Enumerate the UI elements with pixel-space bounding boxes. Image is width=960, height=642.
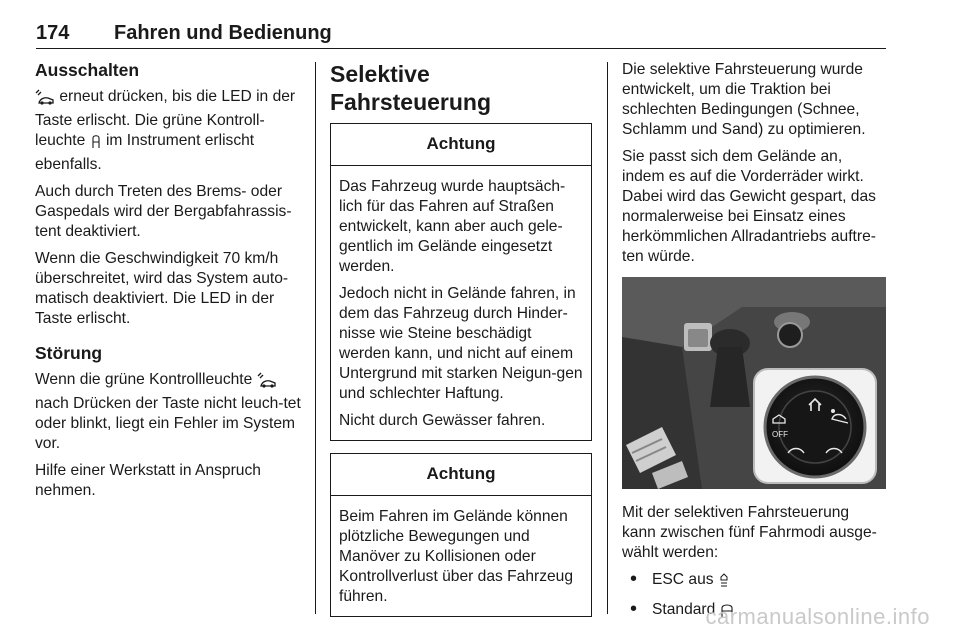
paragraph-fault-end: nach Drücken der Taste nicht leuch-tet oder blinkt, liegt ein Fehler im System vor. bbox=[35, 395, 301, 452]
paragraph-workshop: Hilfe einer Werkstatt in Anspruch nehmen. bbox=[35, 462, 261, 499]
column-divider-1 bbox=[315, 62, 316, 614]
warning-text: Beim Fahren im Gelände können plötzliche Bewegungen und Manöver zu Kollisionen oder Kontrollverlust über das Fahrzeug führen. bbox=[339, 508, 574, 605]
grip-control-photo bbox=[622, 277, 886, 489]
list-item bbox=[628, 570, 886, 594]
column-2 bbox=[330, 60, 592, 629]
heading-stoerung: Störung bbox=[35, 343, 103, 363]
paragraph-off bbox=[35, 87, 303, 175]
car-outline-icon bbox=[90, 133, 102, 155]
paragraph-fault bbox=[35, 370, 303, 454]
header-rule bbox=[36, 48, 886, 49]
column-divider-2 bbox=[607, 62, 608, 614]
warning-text: Jedoch nicht in Gelände fahren, in dem das Fahrzeug durch Hinder-nisse wie Steine beschädigt werden kann, und nicht auf einem Untergrund mit starken Neigun-gen und schlechter Haftung. bbox=[339, 285, 583, 402]
warning-title: Achtung bbox=[331, 124, 591, 166]
paragraph-off-text: erneut drücken, bis die LED in der Taste erlischt. Die grüne Kontroll-leuchte bbox=[35, 88, 296, 149]
paragraph-pedal: Auch durch Treten des Brems- oder Gaspedals wird der Bergabfahrassis-tent deaktiviert. bbox=[35, 183, 292, 240]
warning-box-2 bbox=[330, 453, 592, 617]
mode-standard-label: Standard bbox=[652, 601, 716, 618]
hill-descent-icon bbox=[35, 89, 55, 111]
knob-off-label: OFF bbox=[772, 430, 788, 439]
paragraph-terrain: Sie passt sich dem Gelände an, indem es auf die Vorderräder wirkt. Dabei wird das Gewicht gespart, das normalerweise bei Einsatz eines herkömmlichen Allradantriebs auftre-ten würde. bbox=[622, 148, 876, 265]
warning-text: Das Fahrzeug wurde hauptsäch-lich für das Fahren auf Straßen entwickelt, kann aber auch gele-gentlich im Gelände eingesetzt werden. bbox=[339, 178, 566, 275]
page-number: 174 bbox=[36, 22, 70, 44]
warning-title: Achtung bbox=[331, 454, 591, 496]
paragraph-speed: Wenn die Geschwindigkeit 70 km/h überschreitet, wird das System auto-matisch deaktiviert. Die LED in der Taste erlischt. bbox=[35, 250, 289, 327]
column-1 bbox=[35, 60, 303, 508]
mode-esc-off-label: ESC aus bbox=[652, 571, 714, 588]
heading-selektive-fahrsteuerung: Selektive Fahrsteuerung bbox=[330, 61, 492, 115]
esc-off-icon bbox=[718, 572, 730, 594]
paragraph-off-end: im Instrument erlischt ebenfalls. bbox=[35, 132, 255, 173]
warning-text: Nicht durch Gewässer fahren. bbox=[339, 412, 546, 429]
paragraph-fault-start: Wenn die grüne Kontrollleuchte bbox=[35, 371, 257, 388]
hill-descent-icon bbox=[257, 372, 277, 394]
page-title: Fahren und Bedienung bbox=[114, 22, 332, 44]
heading-ausschalten: Ausschalten bbox=[35, 60, 140, 80]
warning-box-1 bbox=[330, 123, 592, 441]
page-header bbox=[36, 14, 886, 48]
column-3 bbox=[622, 60, 886, 630]
paragraph-intro: Die selektive Fahrsteuerung wurde entwickelt, um die Traktion bei schlechten Bedingungen (Schnee, Schlamm und Sand) zu optimieren. bbox=[622, 61, 866, 138]
watermark: carmanualsonline.info bbox=[705, 604, 930, 629]
paragraph-modes: Mit der selektiven Fahrsteuerung kann zwischen fünf Fahrmodi ausge-wählt werden: bbox=[622, 504, 877, 561]
